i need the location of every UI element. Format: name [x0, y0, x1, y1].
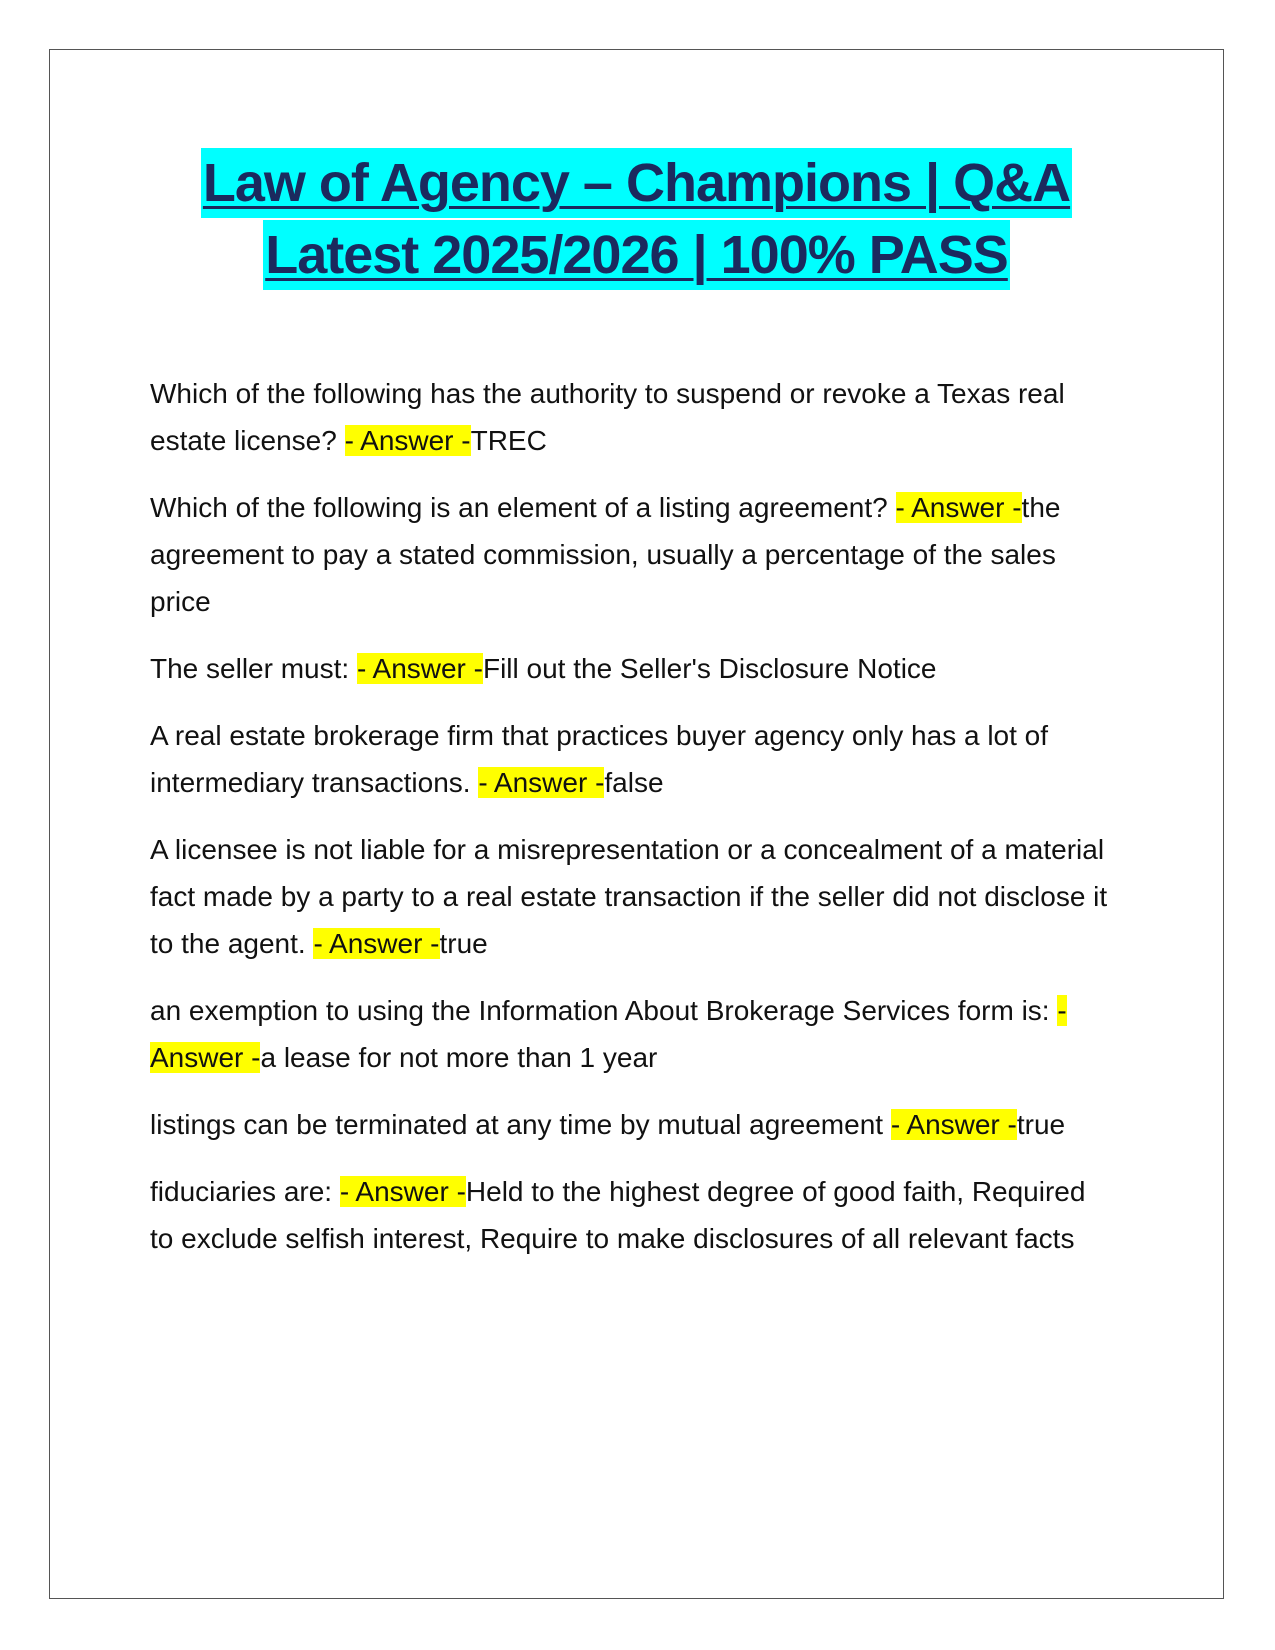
answer-text: a lease for not more than 1 year: [260, 1042, 658, 1073]
answer-marker: - Answer -: [478, 767, 605, 798]
answer-text: true: [439, 928, 488, 959]
question-text: fiduciaries are:: [150, 1176, 340, 1207]
question-text: Which of the following has the authority to suspend or revoke a Texas real estate license?: [150, 378, 1065, 456]
qa-item: [150, 987, 1110, 1081]
qa-item: [150, 1101, 1110, 1148]
answer-marker: - Answer -: [895, 492, 1022, 523]
answer-text: Held to the highest degree of good faith, Required to exclude selfish interest, Require to make disclosures of all relevant facts: [150, 1176, 1086, 1254]
qa-item: [150, 645, 1110, 692]
qa-item: [150, 484, 1110, 625]
title-line-2: Latest 2025/2026 | 100% PASS: [263, 220, 1010, 290]
qa-item: [150, 370, 1110, 464]
question-text: A licensee is not liable for a misrepresentation or a concealment of a material fact made by a party to a real estate transaction if the seller did not disclose it to the agent.: [150, 834, 1108, 959]
answer-marker: - Answer -: [890, 1109, 1017, 1140]
question-text: Which of the following is an element of a listing agreement?: [150, 492, 896, 523]
qa-item: [150, 712, 1110, 806]
answer-text: true: [1016, 1109, 1066, 1140]
answer-marker: - Answer -: [150, 995, 1067, 1073]
question-text: listings can be terminated at any time by mutual agreement: [150, 1109, 891, 1140]
qa-list: [150, 370, 1110, 1282]
qa-item: [150, 826, 1110, 967]
question-text: an exemption to using the Information About Brokerage Services form is:: [150, 995, 1058, 1026]
question-text: The seller must:: [150, 653, 357, 684]
document-title: [49, 148, 1224, 290]
answer-text: the agreement to pay a stated commission, usually a percentage of the sales price: [150, 492, 1061, 617]
answer-marker: - Answer -: [356, 653, 483, 684]
answer-text: Fill out the Seller's Disclosure Notice: [482, 653, 937, 684]
answer-text: TREC: [470, 425, 547, 456]
answer-text: false: [604, 767, 664, 798]
title-line-1: Law of Agency – Champions | Q&A: [201, 148, 1072, 218]
question-text: A real estate brokerage firm that practices buyer agency only has a lot of intermediary transactions.: [150, 720, 1049, 798]
answer-marker: - Answer -: [313, 928, 440, 959]
answer-marker: - Answer -: [339, 1176, 466, 1207]
qa-item: [150, 1168, 1110, 1262]
answer-marker: - Answer -: [344, 425, 471, 456]
